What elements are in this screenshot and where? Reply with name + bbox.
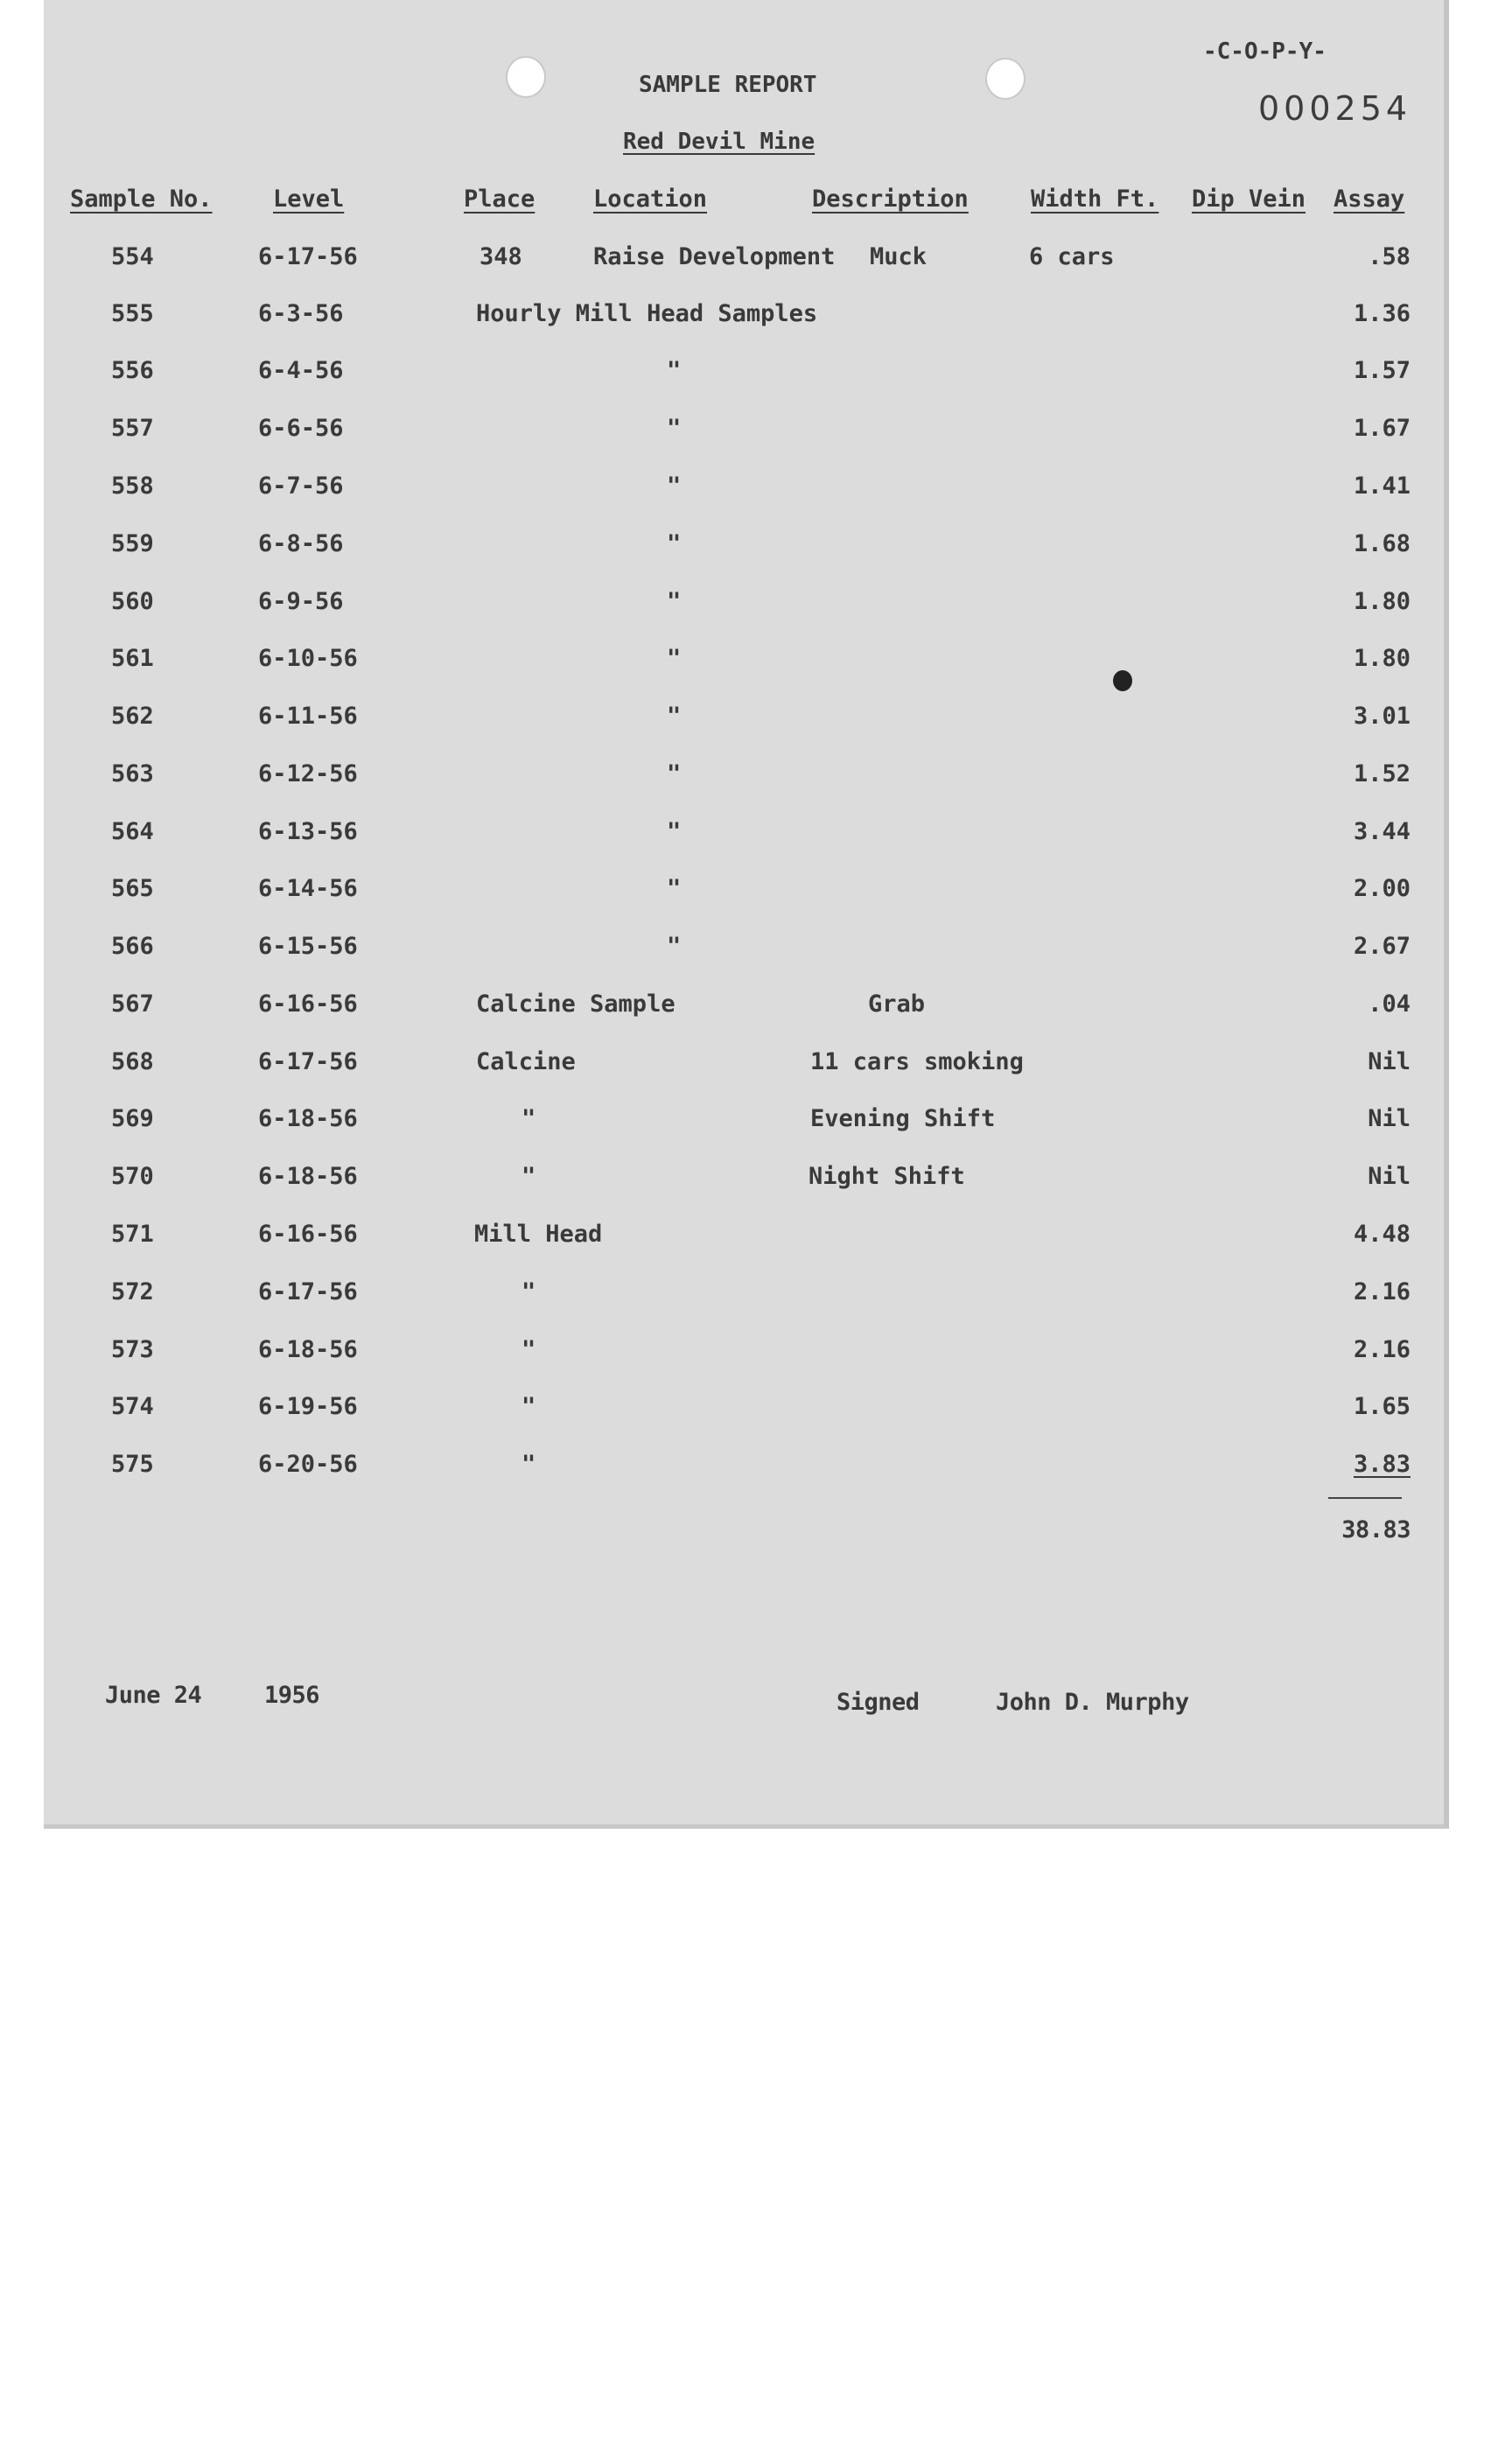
col-header-sample-no: Sample No. xyxy=(70,186,213,213)
sample-date: 6-14-56 xyxy=(258,875,358,902)
table-row xyxy=(44,243,1444,278)
assay-value: 1.65 xyxy=(1353,1393,1410,1420)
sample-number: 562 xyxy=(111,703,154,730)
ditto-mark: " xyxy=(522,1278,536,1306)
ditto-mark: " xyxy=(667,530,682,557)
sample-number: 573 xyxy=(111,1336,154,1363)
ditto-mark: " xyxy=(667,703,682,730)
table-row xyxy=(44,818,1444,853)
signature-name: John D. Murphy xyxy=(996,1689,1189,1716)
table-row xyxy=(44,472,1444,508)
col-header-location: Location xyxy=(593,186,708,213)
ditto-mark: " xyxy=(667,472,682,500)
ditto-mark: " xyxy=(522,1163,536,1190)
sample-date: 6-4-56 xyxy=(258,357,344,384)
ditto-mark: " xyxy=(522,1451,536,1478)
ditto-mark: " xyxy=(667,760,682,788)
punch-hole-left xyxy=(506,56,546,98)
description-cell: Muck xyxy=(870,243,928,270)
description-cell: Night Shift xyxy=(808,1163,965,1190)
sample-date: 6-15-56 xyxy=(258,933,358,960)
assay-value: .04 xyxy=(1368,990,1410,1018)
sample-date: 6-10-56 xyxy=(258,645,358,672)
table-row xyxy=(44,588,1444,623)
width-cell: 6 cars xyxy=(1029,243,1115,270)
sample-date: 6-13-56 xyxy=(258,818,358,845)
report-date: June 24 xyxy=(105,1682,202,1709)
total-rule xyxy=(1328,1497,1402,1499)
table-row xyxy=(44,760,1444,795)
assay-value: 1.52 xyxy=(1353,760,1410,788)
sample-date: 6-17-56 xyxy=(258,243,358,270)
table-row xyxy=(44,415,1444,450)
description-cell: Evening Shift xyxy=(810,1105,996,1132)
sample-number: 563 xyxy=(111,760,154,788)
sample-date: 6-19-56 xyxy=(258,1393,358,1420)
description-cell: Grab xyxy=(868,990,926,1018)
sample-number: 561 xyxy=(111,645,154,672)
table-row xyxy=(44,1336,1444,1371)
sample-number: 556 xyxy=(111,357,154,384)
assay-value: 3.01 xyxy=(1353,703,1410,730)
signed-label: Signed xyxy=(836,1689,920,1716)
ditto-mark: " xyxy=(667,875,682,902)
ditto-mark: " xyxy=(667,588,682,615)
ditto-mark: " xyxy=(667,818,682,845)
sample-number: 570 xyxy=(111,1163,154,1190)
ditto-mark: " xyxy=(522,1393,536,1420)
assay-value: 1.67 xyxy=(1353,415,1410,442)
assay-value: 2.16 xyxy=(1353,1336,1410,1363)
sample-date: 6-11-56 xyxy=(258,703,358,730)
assay-value: 1.41 xyxy=(1353,472,1410,500)
copy-mark: -C-O-P-Y- xyxy=(1203,38,1326,65)
sample-date: 6-18-56 xyxy=(258,1163,358,1190)
place-cell: 348 xyxy=(480,243,522,270)
table-row xyxy=(44,357,1444,392)
document-page xyxy=(44,0,1449,1829)
sample-date: 6-12-56 xyxy=(258,760,358,788)
sample-number: 569 xyxy=(111,1105,154,1132)
sample-date: 6-18-56 xyxy=(258,1105,358,1132)
sample-number: 557 xyxy=(111,415,154,442)
place-cell: Mill Head xyxy=(474,1221,603,1248)
table-row xyxy=(44,703,1444,738)
sample-date: 6-17-56 xyxy=(258,1048,358,1075)
table-row xyxy=(44,1393,1444,1428)
col-header-level: Level xyxy=(273,186,345,213)
assay-value: Nil xyxy=(1368,1163,1410,1190)
sample-number: 555 xyxy=(111,300,154,327)
sample-date: 6-8-56 xyxy=(258,530,344,557)
table-row xyxy=(44,933,1444,968)
place-cell: Calcine xyxy=(476,1048,576,1075)
description-cell: 11 cars smoking xyxy=(810,1048,1024,1075)
assay-value: 2.00 xyxy=(1353,875,1410,902)
assay-value: 3.44 xyxy=(1353,818,1410,845)
assay-value: Nil xyxy=(1368,1105,1410,1132)
sample-date: 6-18-56 xyxy=(258,1336,358,1363)
sample-number: 572 xyxy=(111,1278,154,1306)
assay-value: 2.16 xyxy=(1353,1278,1410,1306)
sample-number: 558 xyxy=(111,472,154,500)
col-header-dip-vein: Dip Vein xyxy=(1192,186,1306,213)
assay-value: 1.68 xyxy=(1353,530,1410,557)
sample-number: 568 xyxy=(111,1048,154,1075)
ditto-mark: " xyxy=(667,357,682,384)
sample-number: 564 xyxy=(111,818,154,845)
table-row xyxy=(44,875,1444,910)
ditto-mark: " xyxy=(522,1336,536,1363)
table-row xyxy=(44,1221,1444,1256)
sample-date: 6-16-56 xyxy=(258,990,358,1018)
table-row xyxy=(44,1163,1444,1198)
assay-value: 2.67 xyxy=(1353,933,1410,960)
table-row xyxy=(44,645,1444,680)
report-year: 1956 xyxy=(264,1682,320,1709)
assay-value: 3.83 xyxy=(1353,1451,1410,1478)
sample-number: 559 xyxy=(111,530,154,557)
sample-number: 571 xyxy=(111,1221,154,1248)
assay-value: 1.80 xyxy=(1353,645,1410,672)
mine-name: Red Devil Mine xyxy=(623,129,816,155)
table-row xyxy=(44,300,1444,335)
sample-number: 565 xyxy=(111,875,154,902)
ditto-mark: " xyxy=(667,645,682,672)
assay-value: .58 xyxy=(1368,243,1410,270)
sample-date: 6-17-56 xyxy=(258,1278,358,1306)
sample-number: 560 xyxy=(111,588,154,615)
assay-value: 1.57 xyxy=(1353,357,1410,384)
punch-hole-right xyxy=(985,58,1026,100)
place-cell: Calcine Sample xyxy=(476,990,676,1018)
table-row xyxy=(44,530,1444,565)
table-row xyxy=(44,1105,1444,1140)
table-row xyxy=(44,1048,1444,1083)
sample-date: 6-6-56 xyxy=(258,415,344,442)
table-row xyxy=(44,1451,1444,1486)
assay-value: Nil xyxy=(1368,1048,1410,1075)
sample-number: 554 xyxy=(111,243,154,270)
sample-date: 6-20-56 xyxy=(258,1451,358,1478)
location-cell: Raise Development xyxy=(593,243,836,270)
sheet-number: 000254 xyxy=(1258,89,1412,128)
ditto-mark: " xyxy=(522,1105,536,1132)
assay-total: 38.83 xyxy=(1341,1516,1410,1544)
ditto-mark: " xyxy=(667,933,682,960)
report-title: SAMPLE REPORT xyxy=(639,72,817,98)
assay-value: 4.48 xyxy=(1353,1221,1410,1248)
ditto-mark: " xyxy=(667,415,682,442)
table-row xyxy=(44,1278,1444,1313)
sample-number: 575 xyxy=(111,1451,154,1478)
col-header-description: Description xyxy=(812,186,969,213)
assay-value: 1.80 xyxy=(1353,588,1410,615)
col-header-assay: Assay xyxy=(1334,186,1405,213)
table-row xyxy=(44,990,1444,1026)
sample-number: 574 xyxy=(111,1393,154,1420)
col-header-width-ft: Width Ft. xyxy=(1031,186,1159,213)
place-cell: Hourly Mill Head Samples xyxy=(476,300,818,327)
sample-date: 6-9-56 xyxy=(258,588,344,615)
sample-date: 6-7-56 xyxy=(258,472,344,500)
assay-value: 1.36 xyxy=(1353,300,1410,327)
sample-number: 567 xyxy=(111,990,154,1018)
col-header-place: Place xyxy=(464,186,536,213)
sample-number: 566 xyxy=(111,933,154,960)
sample-date: 6-3-56 xyxy=(258,300,344,327)
sample-date: 6-16-56 xyxy=(258,1221,358,1248)
